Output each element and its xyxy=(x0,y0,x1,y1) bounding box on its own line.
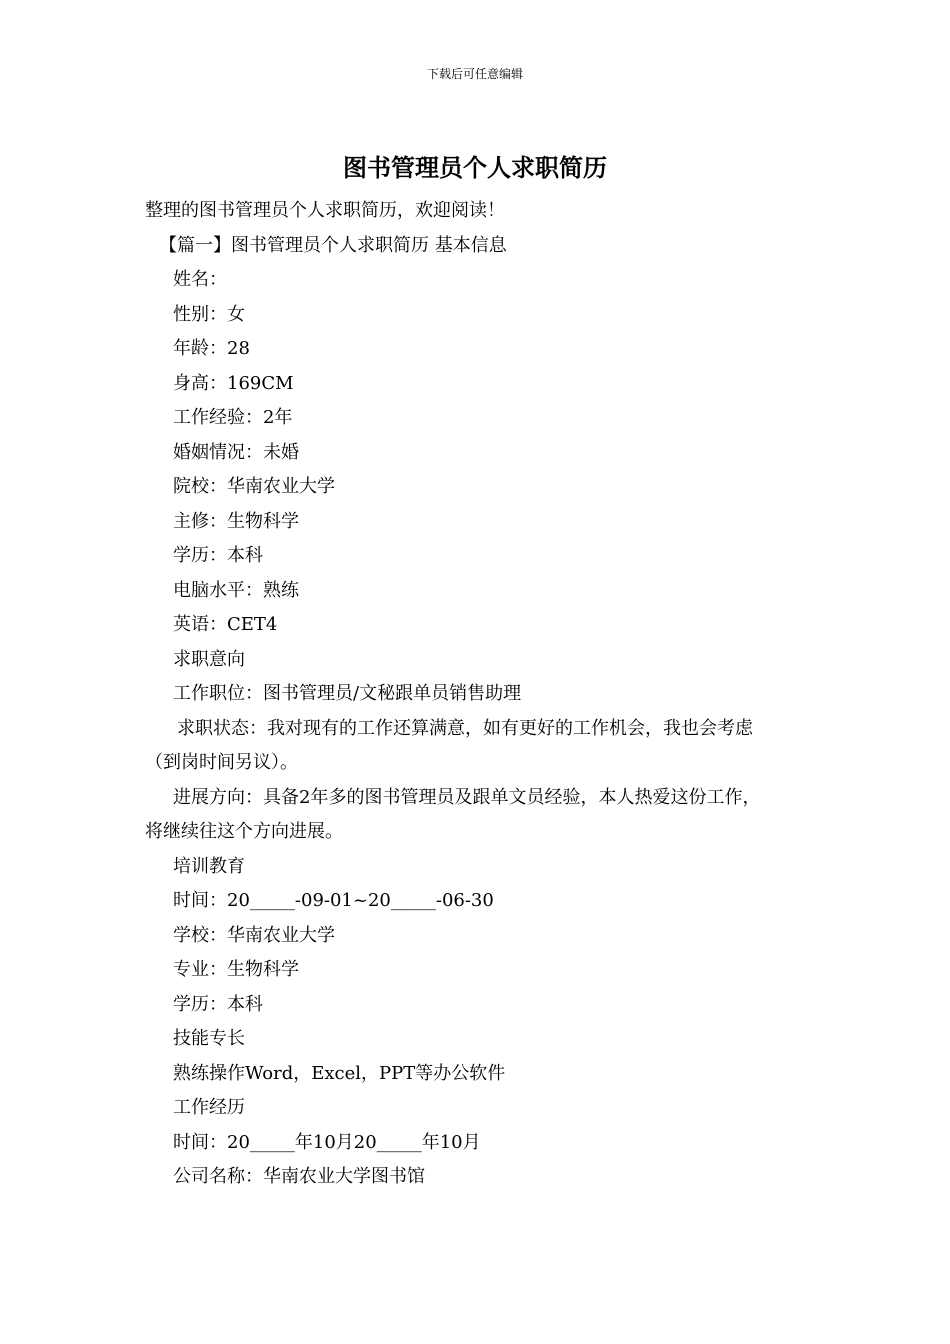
document-body xyxy=(145,194,810,1195)
info-english: 英语：CET4 xyxy=(173,614,278,635)
education-time: 时间：20_____-09-01~20_____-06-30 xyxy=(173,890,494,911)
work-time: 时间：20_____年10月20_____年10月 xyxy=(173,1131,481,1153)
info-school: 院校：华南农业大学 xyxy=(173,476,335,497)
job-intent-heading: 求职意向 xyxy=(173,648,245,670)
work-company: 公司名称：华南农业大学图书馆 xyxy=(173,1166,425,1187)
education-major: 专业：生物科学 xyxy=(173,959,299,980)
intro-line: 整理的图书管理员个人求职简历，欢迎阅读！ xyxy=(145,200,505,221)
job-status-line-2: （到岗时间另议）。 xyxy=(145,752,298,773)
education-heading: 培训教育 xyxy=(173,855,245,877)
info-major: 主修：生物科学 xyxy=(173,510,299,532)
info-experience: 工作经验：2年 xyxy=(173,407,293,428)
education-degree: 学历：本科 xyxy=(173,993,263,1015)
info-age: 年龄：28 xyxy=(173,338,250,359)
work-heading: 工作经历 xyxy=(173,1097,245,1118)
skills-heading: 技能专长 xyxy=(173,1028,245,1049)
job-position: 工作职位：图书管理员/文秘跟单员销售助理 xyxy=(173,683,522,704)
info-height: 身高：169CM xyxy=(173,372,294,394)
section-heading: 【篇一】图书管理员个人求职简历 基本信息 xyxy=(159,234,507,256)
info-name: 姓名： xyxy=(173,269,227,290)
job-direction-line-2: 将继续往这个方向进展。 xyxy=(145,821,343,842)
info-gender: 性别：女 xyxy=(173,303,245,325)
skills-item: 熟练操作Word，Excel，PPT等办公软件 xyxy=(173,1062,506,1084)
job-direction-line-1: 进展方向：具备2年多的图书管理员及跟单文员经验，本人热爱这份工作， xyxy=(173,786,761,808)
header-note: 下载后可任意编辑 xyxy=(426,67,523,81)
info-marital: 婚姻情况：未婚 xyxy=(173,441,299,463)
education-school: 学校：华南农业大学 xyxy=(173,924,335,946)
job-status-line-1: 求职状态：我对现有的工作还算满意，如有更好的工作机会，我也会考虑 xyxy=(177,717,753,739)
info-computer: 电脑水平：熟练 xyxy=(173,579,299,601)
document-title: 图书管理员个人求职简历 xyxy=(343,153,607,182)
info-degree: 学历：本科 xyxy=(173,545,263,566)
